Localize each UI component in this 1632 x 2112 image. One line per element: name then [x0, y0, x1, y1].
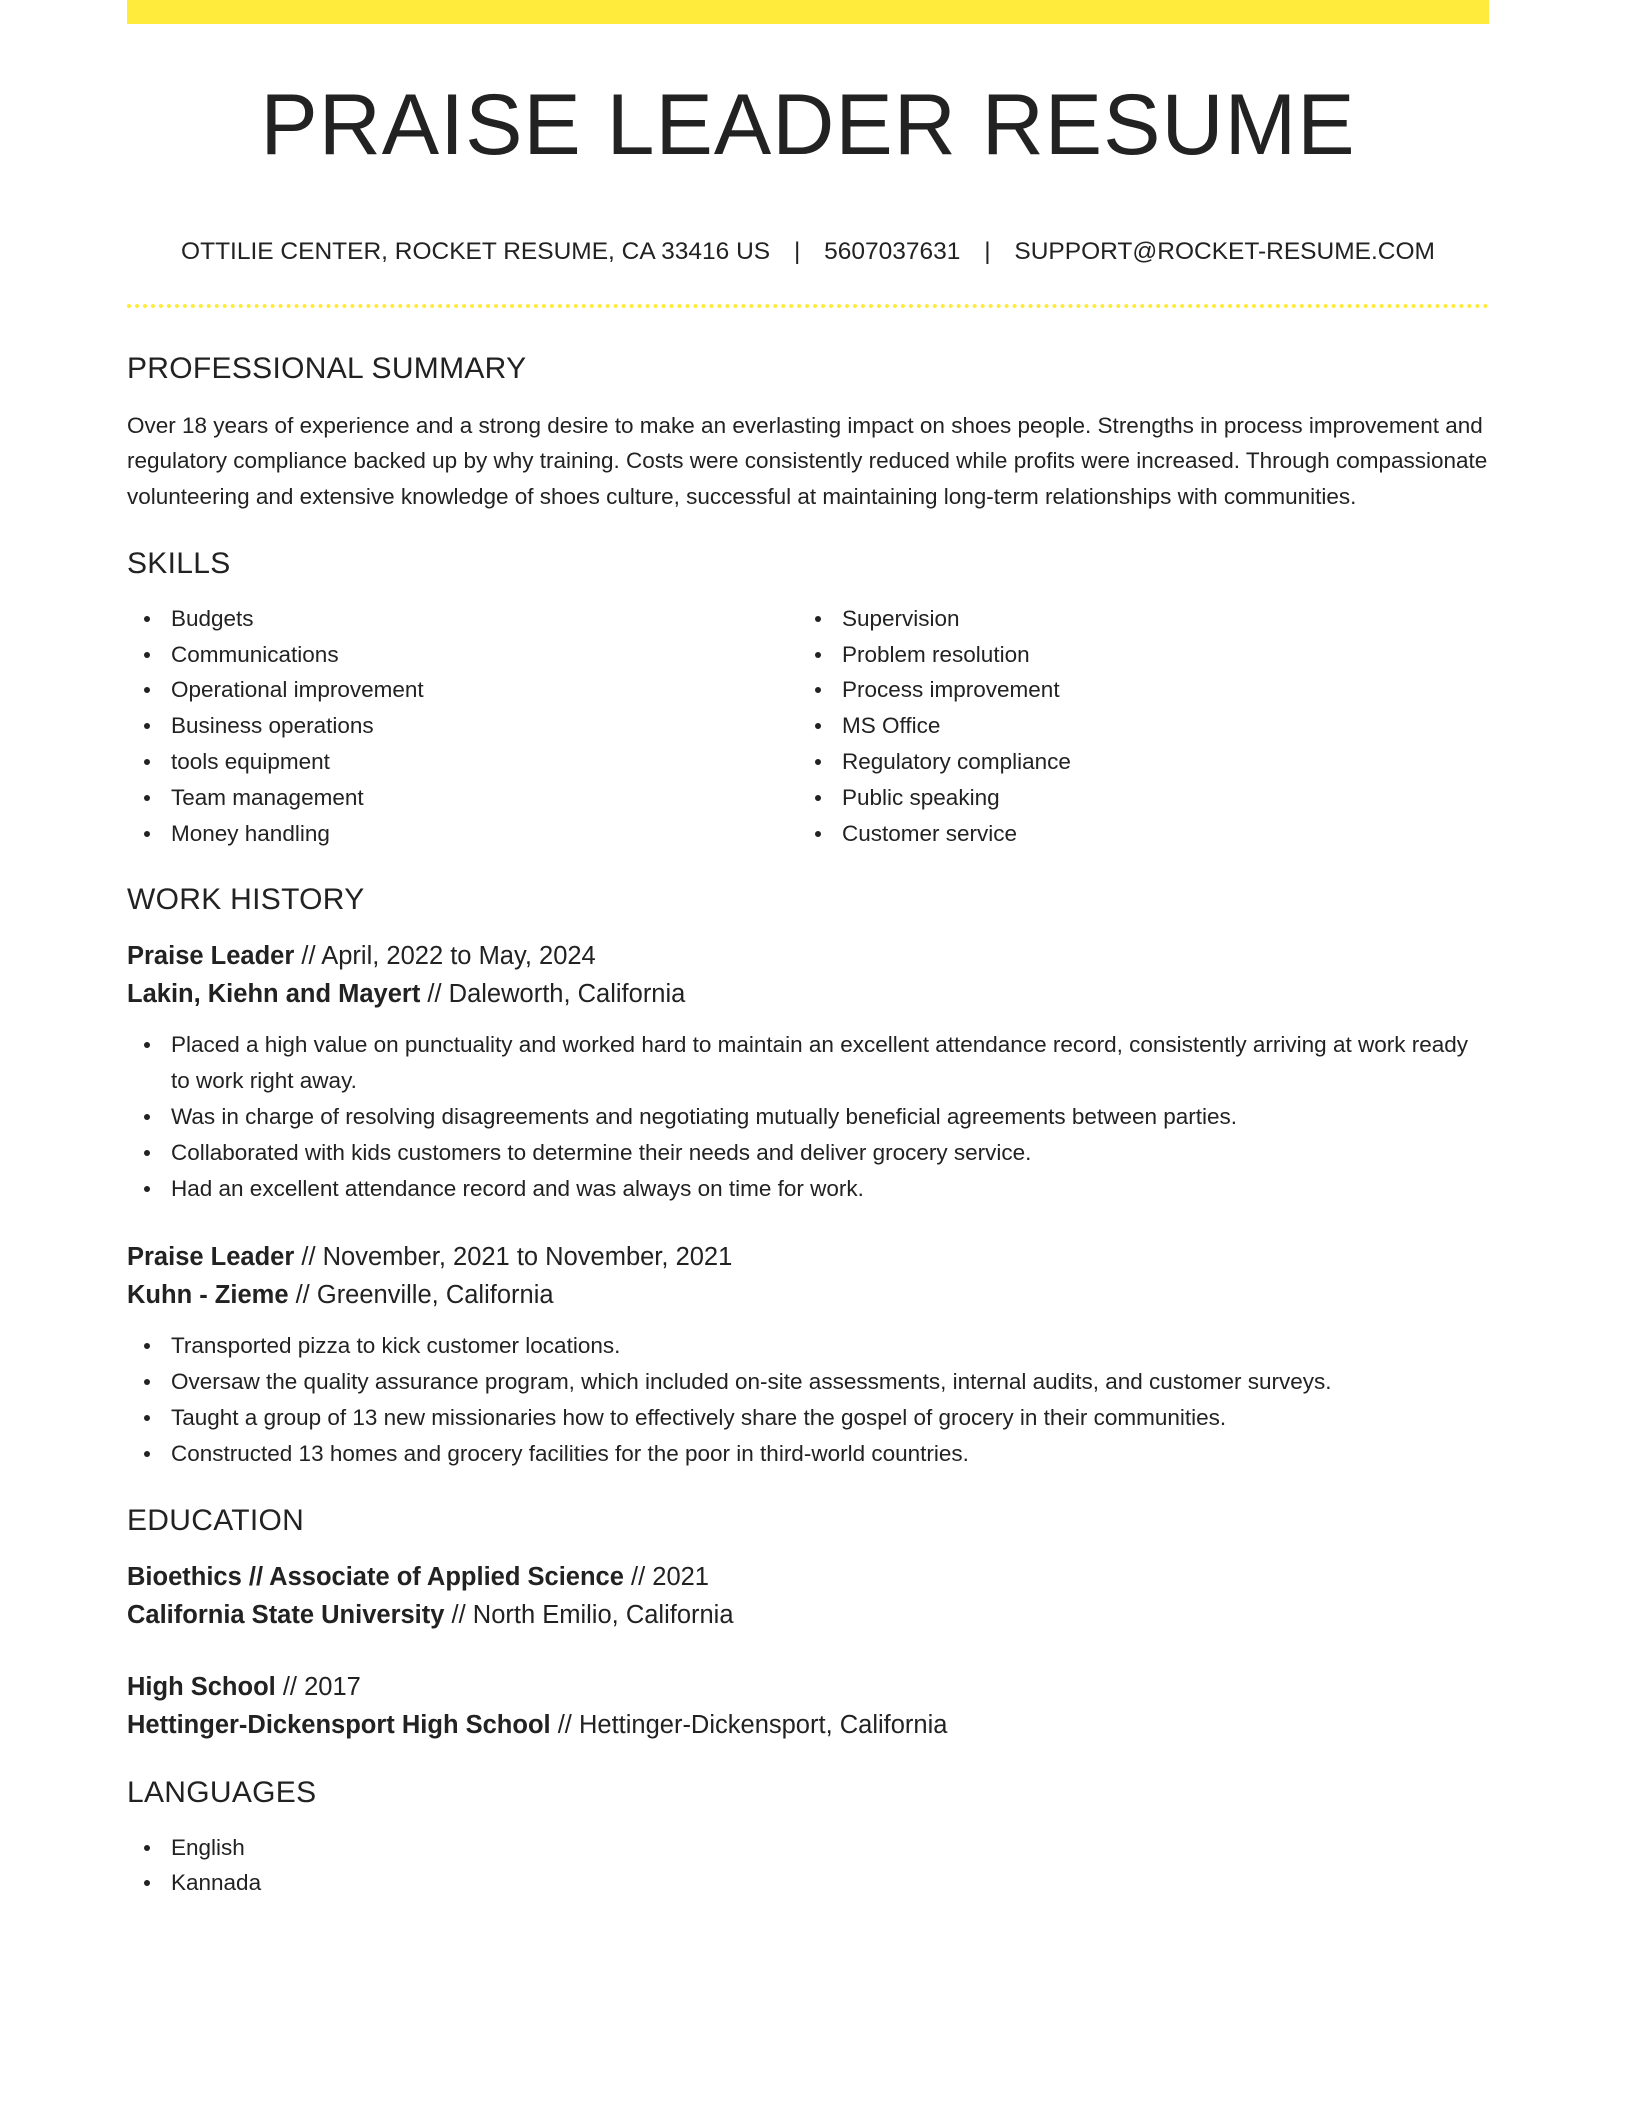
resume-page — [127, 0, 1489, 1901]
skill-item: Regulatory compliance — [798, 744, 1469, 780]
job-bullet: Transported pizza to kick customer locations. — [127, 1328, 1489, 1364]
contact-separator: | — [793, 238, 801, 265]
delimiter: // — [444, 1600, 473, 1629]
education-degree: High School — [127, 1672, 276, 1701]
skill-item: Money handling — [127, 816, 798, 852]
job-company-line — [127, 975, 1489, 1013]
education-school: Hettinger-Dickensport High School — [127, 1710, 551, 1739]
job-bullet: Collaborated with kids customers to determine their needs and deliver grocery service. — [127, 1135, 1489, 1171]
delimiter: // — [288, 1281, 317, 1310]
language-item: Kannada — [127, 1865, 1489, 1901]
job-entry — [127, 937, 1489, 1206]
education-school-line — [127, 1706, 1489, 1744]
languages-heading: LANGUAGES — [127, 1775, 317, 1809]
job-bullets — [127, 1328, 1489, 1471]
contact-line — [127, 240, 1489, 265]
delimiter: // — [275, 1672, 305, 1701]
summary-text: Over 18 years of experience and a strong desire to make an everlasting impact on shoes people. Strengths in process improvement and regulatory compliance backed up by why training. Costs were consistently reduced while profits were increased. Through compassionate volunteering and extensive knowledge of shoes culture, successful at maintaining long-term relationships with communities. — [127, 412, 1488, 510]
job-company-line — [127, 1276, 1489, 1314]
summary-section — [127, 351, 1489, 515]
job-location: Daleworth, California — [448, 980, 686, 1009]
top-accent-bar — [127, 0, 1489, 24]
skill-item: Budgets — [127, 601, 798, 637]
skill-item: Team management — [127, 780, 798, 816]
summary-heading: PROFESSIONAL SUMMARY — [127, 351, 527, 385]
work-history-section — [127, 885, 1489, 1471]
skills-list-right — [798, 601, 1469, 852]
delimiter: // — [420, 980, 449, 1009]
contact-email: SUPPORT@ROCKET-RESUME.COM — [1014, 238, 1435, 265]
skills-column-right — [798, 601, 1469, 852]
job-dates: November, 2021 to November, 2021 — [322, 1243, 733, 1272]
job-role-line — [127, 1238, 1489, 1276]
skill-item: Communications — [127, 637, 798, 673]
skills-section — [127, 546, 1489, 852]
education-degree-line — [127, 1558, 1489, 1596]
skills-grid — [127, 601, 1489, 852]
education-section — [127, 1503, 1489, 1744]
skill-item: Supervision — [798, 601, 1469, 637]
work-history-heading: WORK HISTORY — [127, 883, 365, 917]
skill-item: Public speaking — [798, 780, 1469, 816]
skill-item: MS Office — [798, 708, 1469, 744]
education-year: 2017 — [304, 1672, 361, 1701]
skill-item: tools equipment — [127, 744, 798, 780]
contact-phone: 5607037631 — [824, 238, 961, 265]
skill-item: Customer service — [798, 816, 1469, 852]
job-role: Praise Leader — [127, 1243, 295, 1272]
languages-list — [127, 1830, 1489, 1902]
delimiter: // — [294, 942, 322, 971]
job-company: Lakin, Kiehn and Mayert — [127, 980, 421, 1009]
delimiter: // — [294, 1243, 323, 1272]
skills-heading: SKILLS — [127, 546, 231, 580]
job-bullet: Taught a group of 13 new missionaries how to effectively share the gospel of grocery in their communities. — [127, 1400, 1489, 1436]
delimiter: // — [623, 1562, 653, 1591]
education-entry — [127, 1558, 1489, 1634]
contact-address: OTTILIE CENTER, ROCKET RESUME, CA 33416 US — [181, 238, 771, 265]
education-year: 2021 — [652, 1562, 709, 1591]
job-bullets — [127, 1027, 1489, 1206]
skills-column-left — [127, 601, 798, 852]
job-location: Greenville, California — [316, 1281, 554, 1310]
delimiter: // — [550, 1710, 579, 1739]
skill-item: Problem resolution — [798, 637, 1469, 673]
job-entry — [127, 1238, 1489, 1471]
skill-item: Operational improvement — [127, 672, 798, 708]
header-divider — [127, 304, 1489, 308]
skill-item: Process improvement — [798, 672, 1469, 708]
resume-title: PRAISE LEADER RESUME — [260, 77, 1356, 173]
education-degree: Bioethics // Associate of Applied Science — [127, 1562, 624, 1591]
education-location: Hettinger-Dickensport, California — [578, 1710, 948, 1739]
education-school-line — [127, 1596, 1489, 1634]
education-location: North Emilio, California — [472, 1600, 734, 1629]
education-heading: EDUCATION — [127, 1503, 305, 1537]
job-bullet: Placed a high value on punctuality and worked hard to maintain an excellent attendance record, consistently arriving at work ready to work right away. — [127, 1027, 1489, 1099]
job-bullet: Had an excellent attendance record and was always on time for work. — [127, 1171, 1489, 1207]
education-school: California State University — [127, 1600, 445, 1629]
job-bullet: Constructed 13 homes and grocery facilities for the poor in third-world countries. — [127, 1436, 1489, 1472]
skills-list-left — [127, 601, 798, 852]
job-bullet: Was in charge of resolving disagreements and negotiating mutually beneficial agreements between parties. — [127, 1099, 1489, 1135]
language-item: English — [127, 1830, 1489, 1866]
education-degree-line — [127, 1668, 1489, 1706]
languages-section — [127, 1775, 1489, 1902]
job-company: Kuhn - Zieme — [127, 1281, 289, 1310]
skill-item: Business operations — [127, 708, 798, 744]
contact-separator: | — [984, 238, 991, 265]
education-entry — [127, 1668, 1489, 1744]
job-role-line — [127, 937, 1489, 975]
job-dates: April, 2022 to May, 2024 — [321, 942, 596, 971]
job-role: Praise Leader — [127, 942, 295, 971]
job-bullet: Oversaw the quality assurance program, which included on-site assessments, internal audits, and customer surveys. — [127, 1364, 1489, 1400]
